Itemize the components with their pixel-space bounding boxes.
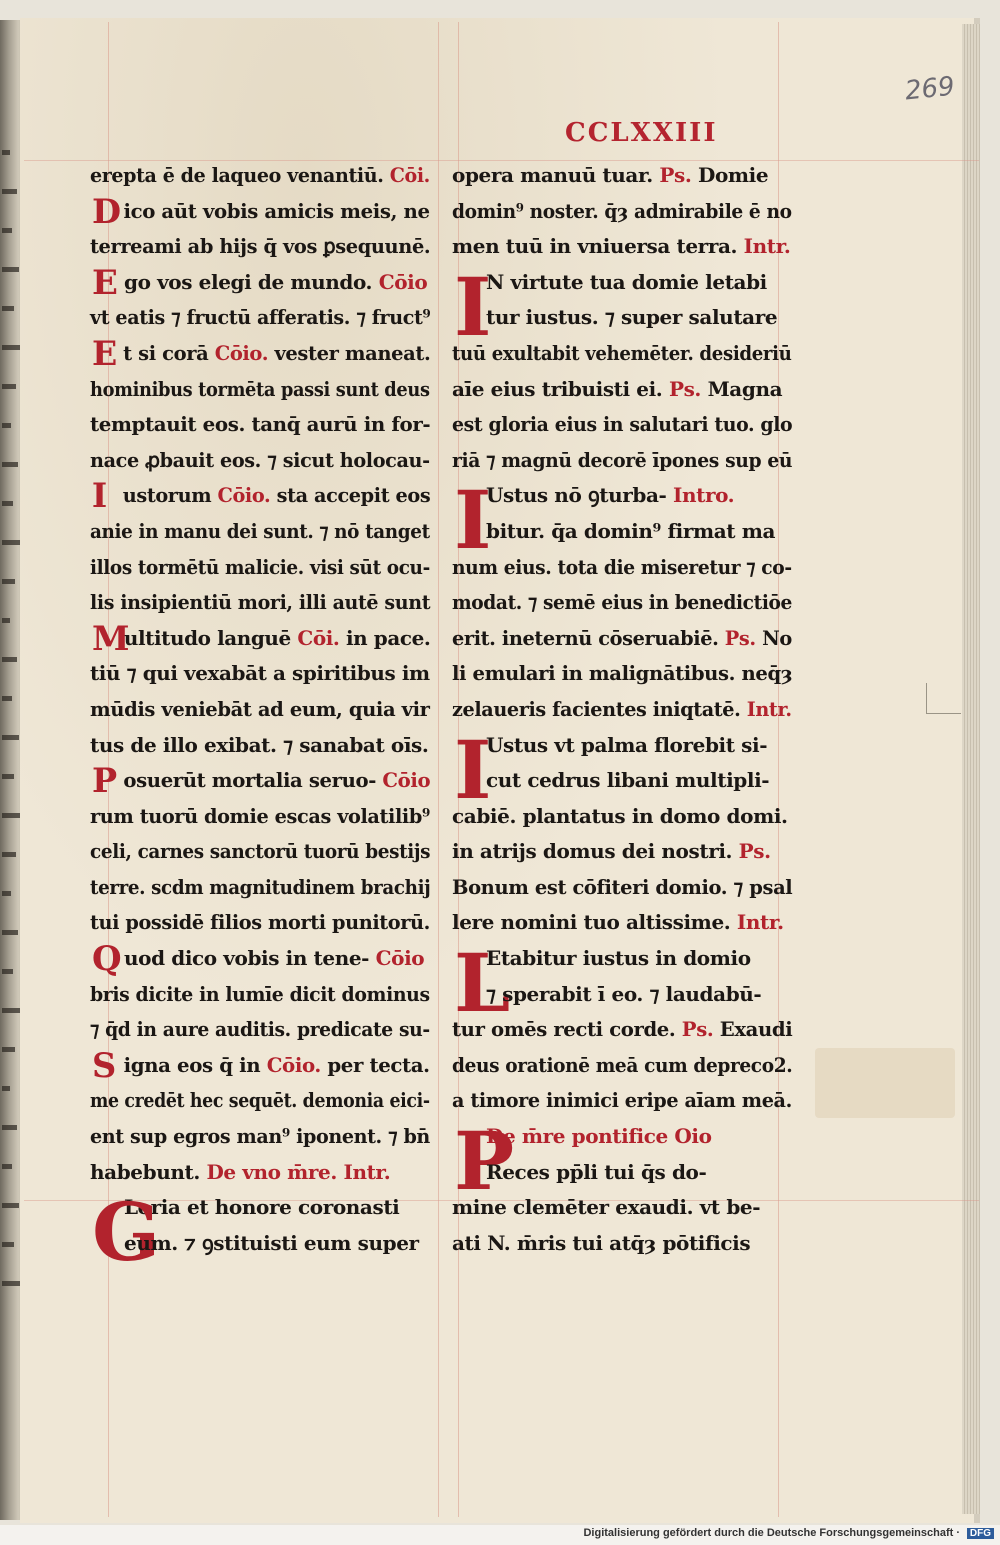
text-line [452,1190,792,1226]
rubricated-initial: L [454,936,510,1031]
rubric-text: Ps. [668,376,701,401]
text-segment: modat. ⁊ semē eius in benedictiōe [452,590,792,615]
text-line [90,799,430,835]
text-line [90,1226,430,1262]
previous-page-text-fragment [2,189,17,194]
rubric-text: Intro. [673,483,735,508]
text-segment: No [755,625,792,650]
folio-number: 269 [903,71,957,107]
rubric-text: Cōio. [214,340,269,365]
rubricated-initial: S [91,1045,116,1086]
text-segment: illos tormētū malicie. visi sūt ocu- [90,554,430,579]
text-segment: per tecta. [320,1052,430,1077]
text-line [90,476,431,517]
text-segment: ustorum [122,483,218,508]
previous-page-text-fragment [2,423,11,428]
page-stack-edge [962,24,980,1514]
right-text-column [452,158,792,1261]
text-segment: celi, carnes sanctorū tuorū bestijs [90,839,431,864]
rubric-text: Ps. [659,163,692,187]
text-line [452,443,793,479]
rubric-text: Intr. [736,910,784,935]
text-segment: terre. scdm magnitudinem brachij [90,874,431,899]
rubricated-initial: P [454,1114,514,1209]
rubricated-initial: I [454,259,492,354]
previous-page-text-fragment [2,1008,20,1013]
text-segment: bris dicite in lumīe dicit dominus [90,981,430,1006]
text-line [452,692,792,728]
ruling-line [438,22,439,1517]
rubricated-initial: G [92,1185,160,1280]
text-line [90,1083,430,1119]
rubric-text: Intr. [743,234,791,259]
text-segment: men tuū in vniuersa terra. [452,234,744,259]
rubric-text: Cōi. [389,163,430,187]
previous-page-text-fragment [2,345,21,350]
text-segment: zelaueris facientes iniqtatē. [452,696,747,721]
text-segment: mine clemēter exaudi. vt be- [452,1195,761,1220]
previous-page-text-fragment [2,1242,14,1247]
text-segment: ⁊ sperabit ī eo. ⁊ laudabū- [486,981,762,1006]
text-segment: aīe eius tribuisti ei. [452,376,669,401]
footer-credit: Digitalisierung gefördert durch die Deutsche Forschungsgemeinschaft · [583,1527,960,1539]
text-line [90,191,430,232]
text-line [452,977,792,1013]
rubricated-initial: E [91,333,117,374]
previous-page-text-fragment [2,696,12,701]
previous-page-text-fragment [2,267,19,272]
rubric-text: Ps. [724,625,756,650]
text-line [452,1048,793,1084]
previous-page-text-fragment [2,579,15,584]
text-segment: in pace. [339,625,431,650]
previous-page-text-fragment [2,657,17,662]
text-line [90,618,431,659]
previous-page-text-fragment [2,1047,15,1052]
folio-roman-numeral: CCLXXIII [565,118,718,148]
text-segment: Etabitur iustus in domio [486,946,751,971]
rubricated-initial: I [91,476,107,517]
text-segment: cabiē. plantatus in domo domi. [452,803,788,828]
text-segment: ico aūt vobis amicis meis, ne [123,198,430,223]
rubricated-initial: M [91,618,130,659]
text-line [452,763,792,799]
rubric-text: Cōio. [266,1052,321,1077]
text-segment: domin⁹ noster. q̄ȝ admirabile ē no [452,198,792,223]
text-line [452,300,792,336]
text-segment: tur omēs recti corde. [452,1017,682,1042]
text-line [90,333,431,374]
footer-bar [0,1525,1000,1545]
previous-page-text-fragment [2,501,13,506]
text-segment: erit. ineternū cōseruabiē. [452,625,725,650]
text-segment: Reces pp̄li tui q̄s do- [486,1159,707,1184]
text-segment: tuū exultabit vehemēter. desideriū [452,340,792,365]
text-line [90,443,430,479]
text-line [452,550,792,586]
text-segment: eum. ⁊ ꝯstituisti eum super [124,1230,419,1255]
rubricated-initial: E [92,262,118,303]
text-line [90,550,430,586]
text-segment: uod dico vobis in tene- [124,946,376,971]
text-segment: li emulari in malignātibus. neq̄ȝ [452,661,793,686]
rubric-text: Cōio. [217,483,271,508]
text-segment: tui possidē filios morti punitorū. [90,910,430,935]
text-line [90,372,430,408]
text-line [90,692,430,728]
rubricated-initial: D [91,191,121,232]
text-segment: Magna [701,376,783,401]
text-segment: vt eatis ⁊ fructū afferatis. ⁊ fruct⁹ [90,305,431,330]
rubric-text: Ps. [681,1017,714,1042]
rubricated-initial: Q [92,939,122,980]
text-line [90,514,430,550]
text-segment: Exaudi [713,1017,793,1042]
rubric-text: Cōio [382,768,431,793]
previous-page-text-fragment [2,1281,21,1286]
previous-page-text-fragment [2,1164,12,1169]
text-segment: tus de illo exibat. ⁊ sanabat oīs. [90,732,429,757]
previous-page-text-fragment [2,306,14,311]
text-line [90,407,431,443]
text-segment: a timore inimici eripe aīam meā. [452,1088,792,1113]
text-segment: lis insipientiū mori, illi autē sunt [90,590,431,615]
text-segment: me credēt hec sequēt. demonia eici- [90,1088,430,1113]
text-segment: osuerūt mortalia seruo- [123,768,383,793]
margin-bracket-mark [926,683,961,714]
text-line [90,905,430,941]
previous-page-text-fragment [2,384,16,389]
text-segment: lere nomini tuo altissime. [452,910,737,935]
previous-page-text-fragment [2,930,18,935]
text-line [90,1045,430,1086]
text-line [452,194,792,230]
text-line [452,1155,792,1191]
text-segment: terreami ab hijs q̄ vos ꝑsequunē. [90,234,431,259]
text-segment: in atrijs domus dei nostri. [452,839,739,864]
previous-page-text-fragment [2,969,13,974]
rubricated-initial: I [454,473,492,568]
dfg-logo: DFG [967,1528,994,1539]
previous-page-text-fragment [2,540,20,545]
left-text-column [90,158,431,1280]
text-segment: Ustus vt palma florebit si- [486,732,768,757]
text-segment: Ustus nō ꝯturba- [486,483,674,508]
text-line [452,834,792,870]
text-segment: sta accepit eos [270,483,431,508]
text-line [90,158,430,194]
text-line [452,799,792,835]
previous-page-text-fragment [2,1125,17,1130]
text-line [452,158,792,194]
previous-page-text-fragment [2,1086,10,1091]
text-segment: rum tuorū domie escas volatilib⁹ [90,803,430,828]
text-line [452,1226,792,1262]
text-segment: Loria et honore coronasti [124,1195,400,1220]
text-line [90,300,431,336]
text-segment: ultitudo languē [123,625,298,650]
text-line [452,372,792,408]
rubric-text: Cōio [375,946,425,971]
text-line [90,585,431,621]
text-segment: Bonum est cōfiteri domio. ⁊ psal [452,874,793,899]
text-segment: vester maneat. [268,340,431,365]
rubric-text: De m̄re pontifice Oio [486,1124,712,1149]
text-segment: ent sup egros man⁹ iponent. ⁊ bn̄ [90,1124,430,1149]
text-segment: habebunt. [90,1159,207,1184]
text-line [90,939,430,980]
text-line [90,229,431,265]
text-segment: est gloria eius in salutari tuo. glo [452,412,793,437]
previous-page-text-fragment [2,891,11,896]
rubricated-initial: I [454,722,492,817]
rubric-text: Intr. [746,696,792,721]
text-line [90,1119,430,1155]
text-line [452,514,792,550]
text-line [90,761,431,802]
text-segment: temptauit eos. tanq̄ aurū in for- [90,412,431,437]
text-segment: Domie [691,163,769,187]
previous-page-text-fragment [2,735,19,740]
text-segment: erepta ē de laqueo venantiū. [90,163,390,187]
text-line [452,585,792,621]
text-segment: hominibus tormēta passi sunt deus [90,376,430,401]
text-line [452,407,793,443]
text-line [90,262,430,303]
text-segment: igna eos q̄ in [123,1052,267,1077]
text-line [90,977,430,1013]
text-line [90,870,431,906]
text-segment: t si corā [123,340,215,365]
text-line [452,621,792,657]
text-line [452,870,793,906]
text-line [90,1012,430,1048]
text-segment: cut cedrus libani multipli- [486,768,770,793]
text-segment: nace ꝓbauit eos. ⁊ sicut holocau- [90,447,430,472]
previous-page-text-fragment [2,150,10,155]
paper-stain [815,1048,955,1118]
rubric-text: Cōi. [297,625,340,650]
text-segment: opera manuū tuar. [452,163,660,187]
text-line [90,656,429,692]
text-line [452,1012,793,1048]
text-segment: ati N. m̄ris tui atq̄ȝ pōtificis [452,1230,751,1255]
rubric-text: Cōio [378,269,428,294]
text-segment: go vos elegi de mundo. [124,269,379,294]
previous-page-text-fragment [2,462,18,467]
text-segment: tiū ⁊ qui vexabāt a spiritibus im [90,661,430,686]
previous-page-text-fragment [2,228,12,233]
text-line [452,229,792,265]
text-segment: num eius. tota die miseretur ⁊ co- [452,554,792,579]
text-line [90,728,430,764]
rubricated-initial: P [91,761,117,802]
text-line [452,656,793,692]
previous-page-text-fragment [2,852,16,857]
text-segment: ⁊ q̄d in aure auditis. predicate su- [90,1017,430,1042]
text-segment: N virtute tua domie letabi [486,269,767,294]
previous-page-text-fragment [2,774,14,779]
text-line [452,336,792,372]
text-segment: mūdis veniebāt ad eum, quia vir [90,696,430,721]
previous-page-text-fragment [2,1203,19,1208]
text-segment: riā ⁊ magnū decorē īpones sup eū [452,447,793,472]
previous-page-text-fragment [2,813,21,818]
previous-page-text-fragment [2,618,10,623]
text-segment: anie in manu dei sunt. ⁊ nō tanget [90,518,430,543]
text-segment: bitur. q̄a domin⁹ firmat ma [486,518,776,543]
text-segment: tur iustus. ⁊ super salutare [486,305,778,330]
rubric-text: De vno m̄re. Intr. [206,1159,391,1184]
rubric-text: Ps. [738,839,771,864]
text-segment: deus orationē meā cum depreco2. [452,1052,793,1077]
text-line [90,834,431,870]
